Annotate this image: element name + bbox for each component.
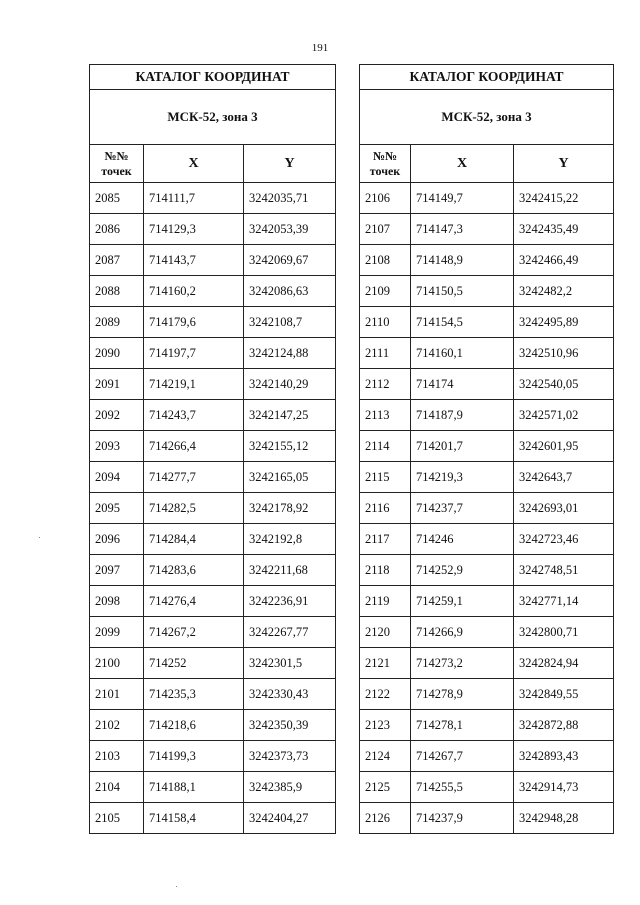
cell-x: 714201,7 — [411, 431, 514, 462]
table-row — [360, 493, 614, 524]
cell-x: 714147,3 — [411, 214, 514, 245]
cell-y: 3242510,96 — [514, 338, 614, 369]
cell-y: 3242086,63 — [244, 276, 336, 307]
table-row — [90, 400, 336, 431]
cell-point-number: 2112 — [360, 369, 411, 400]
table-row — [360, 369, 614, 400]
cell-x: 714149,7 — [411, 183, 514, 214]
cell-y: 3242035,71 — [244, 183, 336, 214]
cell-y: 3242540,05 — [514, 369, 614, 400]
table-row — [360, 679, 614, 710]
cell-y: 3242435,49 — [514, 214, 614, 245]
cell-y: 3242693,01 — [514, 493, 614, 524]
coordinate-catalog-right — [359, 64, 614, 834]
cell-y: 3242147,25 — [244, 400, 336, 431]
cell-point-number: 2113 — [360, 400, 411, 431]
cell-x: 714219,3 — [411, 462, 514, 493]
coordinate-system: МСК-52, зона 3 — [360, 90, 614, 145]
cell-point-number: 2109 — [360, 276, 411, 307]
table-body — [90, 183, 336, 834]
cell-x: 714199,3 — [144, 741, 244, 772]
table-row — [90, 710, 336, 741]
cell-point-number: 2122 — [360, 679, 411, 710]
cell-point-number: 2106 — [360, 183, 411, 214]
cell-y: 3242301,5 — [244, 648, 336, 679]
cell-x: 714267,7 — [411, 741, 514, 772]
cell-y: 3242482,2 — [514, 276, 614, 307]
cell-x: 714160,2 — [144, 276, 244, 307]
table-row — [360, 462, 614, 493]
cell-point-number: 2094 — [90, 462, 144, 493]
cell-y: 3242571,02 — [514, 400, 614, 431]
table-row — [360, 276, 614, 307]
table-row — [360, 245, 614, 276]
cell-point-number: 2104 — [90, 772, 144, 803]
table-row — [360, 183, 614, 214]
cell-x: 714246 — [411, 524, 514, 555]
cell-x: 714259,1 — [411, 586, 514, 617]
cell-y: 3242178,92 — [244, 493, 336, 524]
cell-y: 3242267,77 — [244, 617, 336, 648]
cell-x: 714255,5 — [411, 772, 514, 803]
cell-x: 714284,4 — [144, 524, 244, 555]
cell-y: 3242495,89 — [514, 307, 614, 338]
table-row — [90, 462, 336, 493]
cell-y: 3242108,7 — [244, 307, 336, 338]
cell-x: 714160,1 — [411, 338, 514, 369]
cell-x: 714148,9 — [411, 245, 514, 276]
table-row — [90, 493, 336, 524]
cell-x: 714197,7 — [144, 338, 244, 369]
cell-x: 714243,7 — [144, 400, 244, 431]
cell-point-number: 2091 — [90, 369, 144, 400]
cell-y: 3242824,94 — [514, 648, 614, 679]
table-row — [360, 338, 614, 369]
column-header-x: X — [144, 145, 244, 183]
table-row — [90, 741, 336, 772]
cell-y: 3242350,39 — [244, 710, 336, 741]
table-row — [360, 431, 614, 462]
cell-point-number: 2089 — [90, 307, 144, 338]
cell-point-number: 2092 — [90, 400, 144, 431]
cell-x: 714266,9 — [411, 617, 514, 648]
table-row — [90, 307, 336, 338]
cell-point-number: 2088 — [90, 276, 144, 307]
cell-point-number: 2117 — [360, 524, 411, 555]
cell-x: 714187,9 — [411, 400, 514, 431]
cell-point-number: 2119 — [360, 586, 411, 617]
cell-point-number: 2108 — [360, 245, 411, 276]
table-row — [360, 524, 614, 555]
column-header-point-number: №№ точек — [360, 145, 411, 183]
table-row — [360, 772, 614, 803]
table-row — [360, 648, 614, 679]
table-row — [360, 803, 614, 834]
cell-y: 3242330,43 — [244, 679, 336, 710]
table-row — [90, 245, 336, 276]
cell-point-number: 2086 — [90, 214, 144, 245]
cell-y: 3242914,73 — [514, 772, 614, 803]
cell-x: 714283,6 — [144, 555, 244, 586]
cell-point-number: 2107 — [360, 214, 411, 245]
cell-point-number: 2125 — [360, 772, 411, 803]
cell-x: 714158,4 — [144, 803, 244, 834]
column-header-y: Y — [514, 145, 614, 183]
cell-point-number: 2110 — [360, 307, 411, 338]
cell-point-number: 2090 — [90, 338, 144, 369]
page-number: 191 — [311, 42, 329, 54]
cell-point-number: 2098 — [90, 586, 144, 617]
cell-x: 714277,7 — [144, 462, 244, 493]
cell-x: 714252 — [144, 648, 244, 679]
cell-point-number: 2093 — [90, 431, 144, 462]
cell-x: 714179,6 — [144, 307, 244, 338]
table-row — [90, 369, 336, 400]
cell-y: 3242124,88 — [244, 338, 336, 369]
cell-x: 714276,4 — [144, 586, 244, 617]
cell-point-number: 2115 — [360, 462, 411, 493]
cell-y: 3242748,51 — [514, 555, 614, 586]
cell-y: 3242404,27 — [244, 803, 336, 834]
cell-y: 3242643,7 — [514, 462, 614, 493]
table-row — [90, 648, 336, 679]
column-header-x: X — [411, 145, 514, 183]
table-row — [90, 276, 336, 307]
cell-x: 714267,2 — [144, 617, 244, 648]
table-body — [360, 183, 614, 834]
cell-x: 714218,6 — [144, 710, 244, 741]
table-row — [360, 214, 614, 245]
cell-y: 3242155,12 — [244, 431, 336, 462]
cell-point-number: 2105 — [90, 803, 144, 834]
cell-point-number: 2114 — [360, 431, 411, 462]
cell-point-number: 2121 — [360, 648, 411, 679]
cell-y: 3242053,39 — [244, 214, 336, 245]
scan-speck — [39, 537, 40, 538]
cell-point-number: 2118 — [360, 555, 411, 586]
cell-y: 3242849,55 — [514, 679, 614, 710]
table-row — [90, 679, 336, 710]
table-row — [90, 586, 336, 617]
cell-x: 714150,5 — [411, 276, 514, 307]
cell-point-number: 2085 — [90, 183, 144, 214]
cell-y: 3242140,29 — [244, 369, 336, 400]
cell-x: 714235,3 — [144, 679, 244, 710]
cell-y: 3242385,9 — [244, 772, 336, 803]
cell-x: 714237,7 — [411, 493, 514, 524]
cell-x: 714111,7 — [144, 183, 244, 214]
cell-point-number: 2100 — [90, 648, 144, 679]
cell-x: 714266,4 — [144, 431, 244, 462]
table-row — [90, 803, 336, 834]
cell-y: 3242466,49 — [514, 245, 614, 276]
table-row — [90, 617, 336, 648]
table-row — [90, 431, 336, 462]
cell-point-number: 2097 — [90, 555, 144, 586]
cell-point-number: 2096 — [90, 524, 144, 555]
table-row — [360, 586, 614, 617]
table-row — [360, 307, 614, 338]
cell-y: 3242069,67 — [244, 245, 336, 276]
cell-x: 714154,5 — [411, 307, 514, 338]
table-row — [360, 710, 614, 741]
cell-x: 714129,3 — [144, 214, 244, 245]
table-row — [90, 524, 336, 555]
cell-point-number: 2103 — [90, 741, 144, 772]
cell-point-number: 2120 — [360, 617, 411, 648]
cell-y: 3242165,05 — [244, 462, 336, 493]
table-row — [90, 338, 336, 369]
cell-y: 3242948,28 — [514, 803, 614, 834]
cell-point-number: 2095 — [90, 493, 144, 524]
cell-y: 3242373,73 — [244, 741, 336, 772]
cell-point-number: 2124 — [360, 741, 411, 772]
cell-x: 714237,9 — [411, 803, 514, 834]
cell-y: 3242723,46 — [514, 524, 614, 555]
column-header-y: Y — [244, 145, 336, 183]
scan-speck — [176, 886, 177, 887]
cell-point-number: 2087 — [90, 245, 144, 276]
cell-x: 714252,9 — [411, 555, 514, 586]
catalog-title: КАТАЛОГ КООРДИНАТ — [360, 65, 614, 90]
table-row — [90, 555, 336, 586]
cell-x: 714282,5 — [144, 493, 244, 524]
coordinate-catalog-left — [89, 64, 336, 834]
cell-x: 714143,7 — [144, 245, 244, 276]
cell-x: 714273,2 — [411, 648, 514, 679]
table-row — [360, 555, 614, 586]
cell-y: 3242601,95 — [514, 431, 614, 462]
cell-y: 3242893,43 — [514, 741, 614, 772]
table-row — [90, 183, 336, 214]
cell-x: 714188,1 — [144, 772, 244, 803]
cell-x: 714278,9 — [411, 679, 514, 710]
cell-y: 3242872,88 — [514, 710, 614, 741]
table-row — [360, 400, 614, 431]
column-header-point-number: №№ точек — [90, 145, 144, 183]
cell-y: 3242800,71 — [514, 617, 614, 648]
cell-point-number: 2111 — [360, 338, 411, 369]
table-row — [90, 214, 336, 245]
coordinate-system: МСК-52, зона 3 — [90, 90, 336, 145]
cell-y: 3242415,22 — [514, 183, 614, 214]
table-row — [360, 741, 614, 772]
cell-y: 3242211,68 — [244, 555, 336, 586]
cell-point-number: 2101 — [90, 679, 144, 710]
cell-x: 714174 — [411, 369, 514, 400]
cell-point-number: 2126 — [360, 803, 411, 834]
table-row — [90, 772, 336, 803]
cell-y: 3242192,8 — [244, 524, 336, 555]
table-row — [360, 617, 614, 648]
cell-point-number: 2123 — [360, 710, 411, 741]
catalog-title: КАТАЛОГ КООРДИНАТ — [90, 65, 336, 90]
cell-y: 3242771,14 — [514, 586, 614, 617]
cell-x: 714219,1 — [144, 369, 244, 400]
cell-y: 3242236,91 — [244, 586, 336, 617]
cell-point-number: 2099 — [90, 617, 144, 648]
cell-point-number: 2116 — [360, 493, 411, 524]
cell-point-number: 2102 — [90, 710, 144, 741]
cell-x: 714278,1 — [411, 710, 514, 741]
